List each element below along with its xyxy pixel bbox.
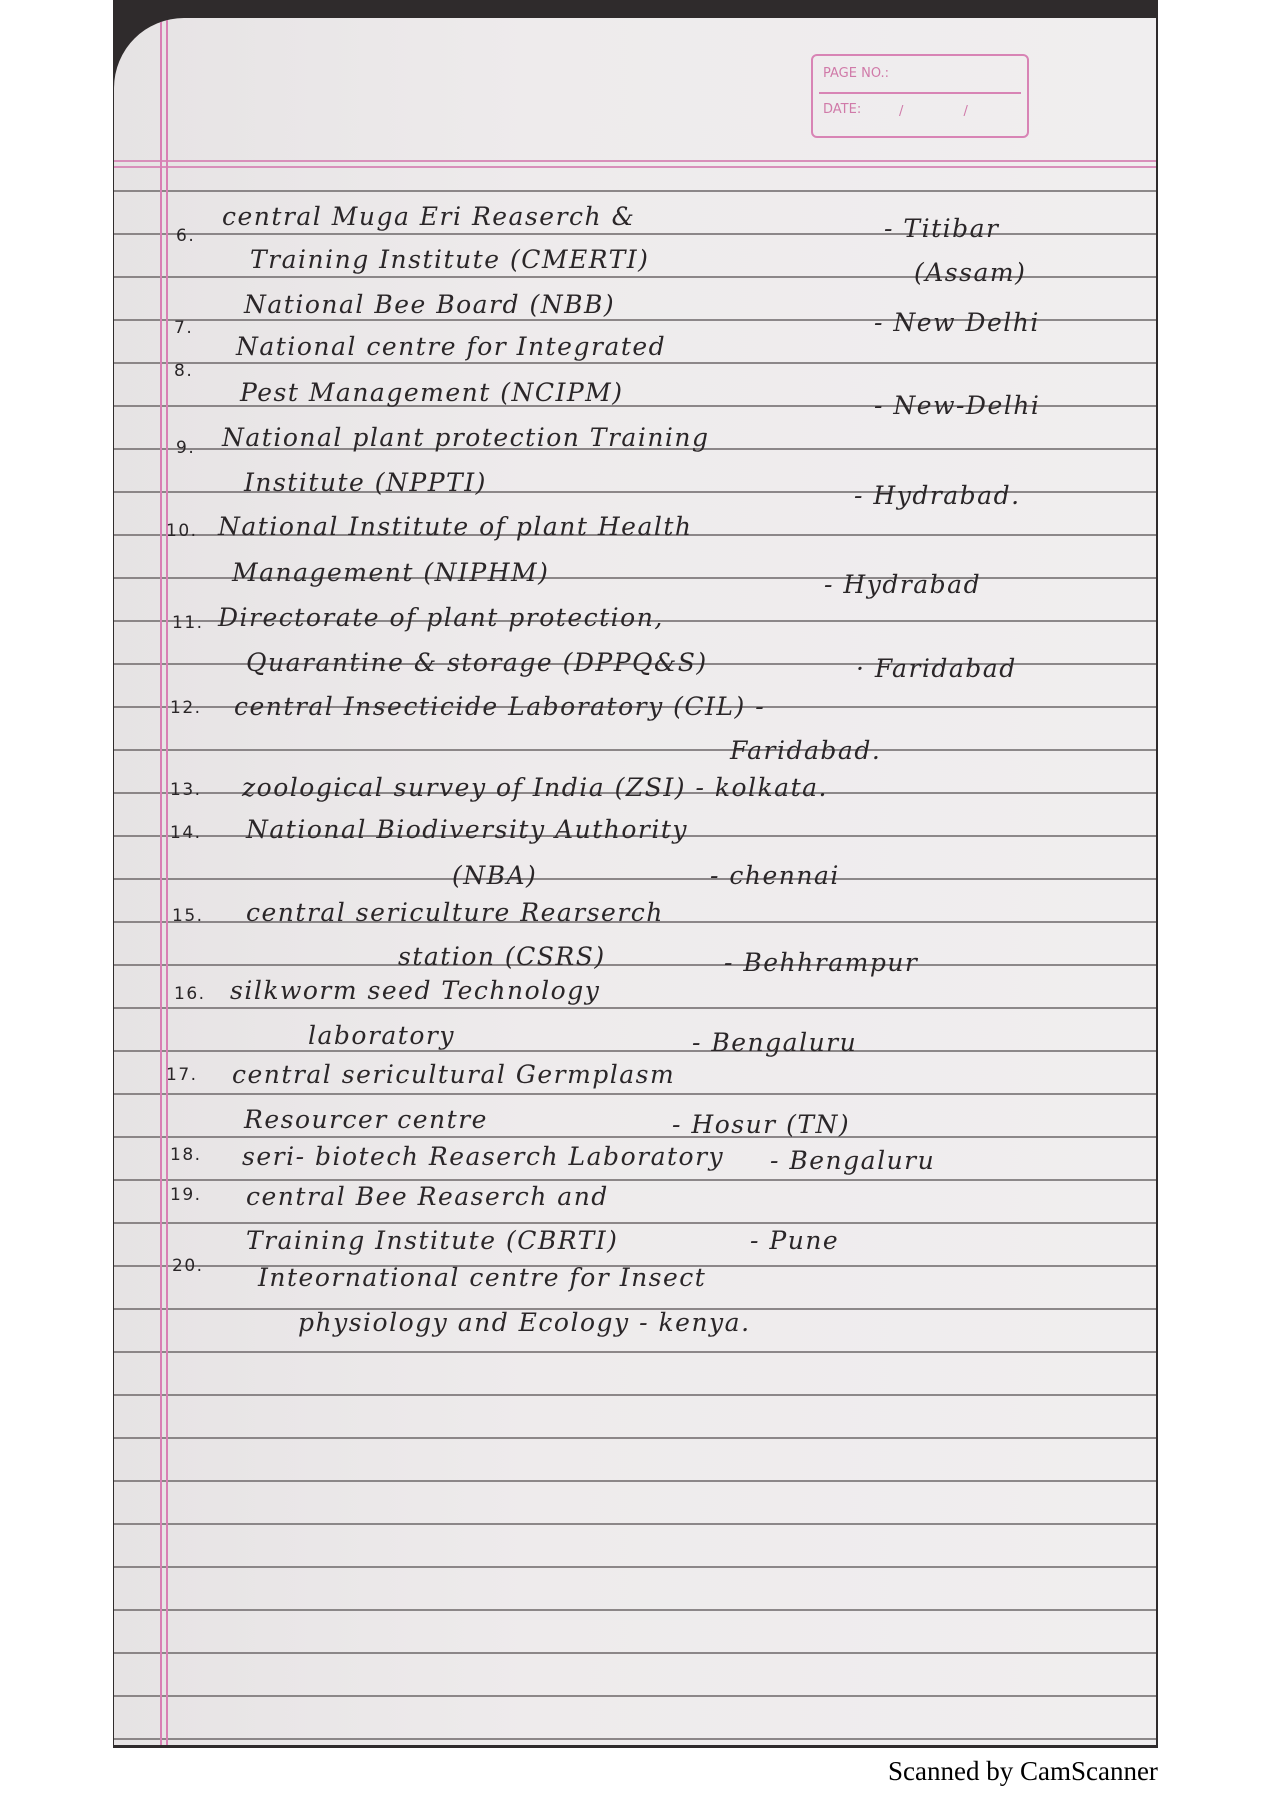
entry-location: - Behhrampur [724,948,919,977]
entry-text: silkworm seed Technology [230,976,601,1005]
entry-text: Training Institute (CMERTI) [250,245,650,274]
entry-text: central Muga Eri Reaserch & [222,202,636,231]
entry-text: National plant protection Training [222,423,710,452]
entry-text: Directorate of plant protection, [218,603,664,632]
entry-number: 10. [166,521,198,541]
entry-text: central sericulture Rearserch [246,898,664,927]
entry-text: central Insecticide Laboratory (CIL) - [234,692,766,721]
entry-text: zoological survey of India (ZSI) - kolkata. [242,773,828,802]
entry-text: National Bee Board (NBB) [244,290,616,319]
scanner-watermark: Scanned by CamScanner [888,1756,1158,1786]
entry-text: Management (NIPHM) [232,558,550,587]
entry-number: 11. [172,613,204,633]
entry-number: 14. [170,823,202,843]
notebook-page [114,18,1156,1745]
entry-text: station (CSRS) [398,942,606,971]
entry-number: 7. [174,318,194,338]
entry-location: (Assam) [914,258,1027,287]
entry-text: National centre for Integrated [236,332,667,361]
entry-number: 18. [170,1145,202,1165]
entry-text: Institute (NPPTI) [244,468,487,497]
entry-number: 17. [166,1065,198,1085]
page-date-box [811,54,1029,138]
entry-location: - Pune [750,1226,840,1255]
entry-location: - Hosur (TN) [672,1110,851,1139]
entry-number: 16. [174,984,206,1004]
entry-text: seri- biotech Reaserch Laboratory [242,1142,725,1171]
page-no-label: PAGE NO.: [823,66,890,81]
entry-location: - Bengaluru [692,1028,858,1057]
entry-text: Pest Management (NCIPM) [240,378,624,407]
date-label: DATE: [823,102,862,117]
entry-location: · Faridabad [856,654,1017,683]
entry-number: 20. [172,1256,204,1276]
date-value: / / [899,104,996,119]
entry-location: - Titibar [884,214,1000,243]
entry-location: - Hydrabad. [854,481,1021,510]
entry-text: National Biodiversity Authority [246,815,689,844]
entry-location: - New Delhi [874,308,1040,337]
entry-location: - Bengaluru [770,1146,936,1175]
entry-location: - New-Delhi [874,391,1041,420]
entry-number: 9. [176,438,196,458]
entry-text: Training Institute (CBRTI) [246,1226,619,1255]
entry-location: - Hydrabad [824,570,982,599]
entry-text: physiology and Ecology - kenya. [298,1308,751,1337]
entry-text: National Institute of plant Health [218,512,693,541]
entry-text: central Bee Reaserch and [246,1182,609,1211]
entry-text: (NBA) [452,861,538,890]
entry-text: Resourcer centre [244,1105,488,1134]
entry-text: central sericultural Germplasm [232,1060,676,1089]
entry-number: 8. [174,361,194,381]
entry-text: laboratory [308,1021,455,1050]
entry-number: 13. [170,780,202,800]
entry-location: - chennai [710,861,840,890]
entry-number: 19. [170,1185,202,1205]
entry-number: 6. [176,226,196,246]
entry-text: Inteornational centre for Insect [258,1263,707,1292]
entry-text: Quarantine & storage (DPPQ&S) [246,648,708,677]
entry-number: 15. [172,906,204,926]
entry-number: 12. [170,698,202,718]
entry-location: Faridabad. [730,736,882,765]
